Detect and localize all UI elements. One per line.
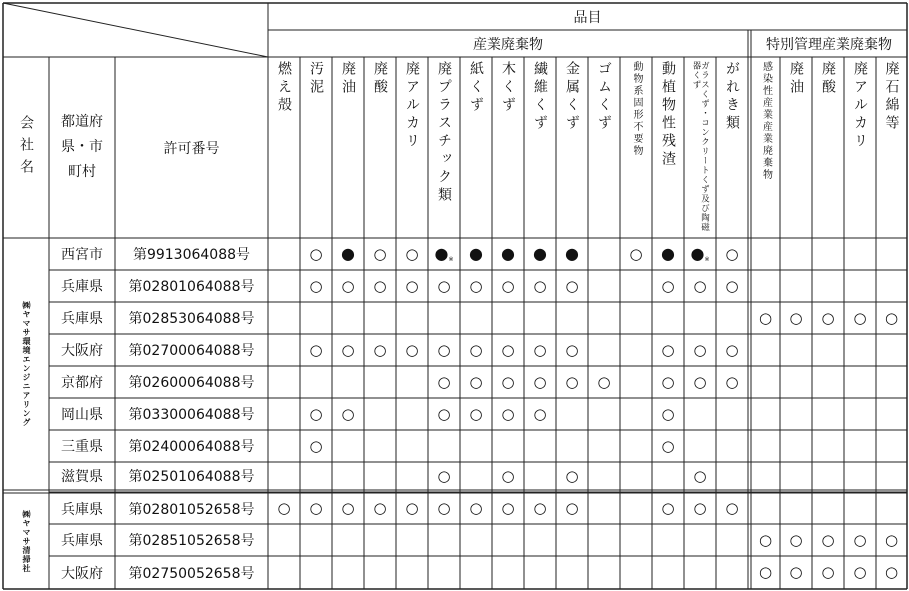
- open-circle-mark: ○: [277, 499, 291, 517]
- special-item-header: [751, 57, 780, 238]
- permit-number-cell-text: 第02801052658号: [128, 501, 255, 518]
- prefecture-cell-text: 大阪府: [61, 343, 103, 359]
- filled-circle-mark: ●: [501, 244, 515, 263]
- permit-number-cell-text: 第02700064088号: [128, 343, 255, 359]
- prefecture-cell-text: 兵庫県: [61, 279, 103, 295]
- open-circle-mark: ○: [437, 404, 451, 423]
- filled-circle-mark: ●: [533, 244, 547, 263]
- industrial-item-label: がれき類: [724, 61, 740, 133]
- open-circle-mark: ○: [437, 340, 451, 359]
- permit-mark: [556, 462, 588, 490]
- company-name-header: [3, 57, 49, 238]
- open-circle-mark: ○: [693, 276, 707, 295]
- permit-mark: [300, 270, 332, 302]
- open-circle-mark: ○: [405, 244, 419, 263]
- industrial-item-header: [588, 57, 620, 238]
- open-circle-mark: ○: [469, 276, 483, 295]
- permit-mark: [876, 556, 907, 589]
- open-circle-mark: ○: [341, 499, 355, 517]
- permit-mark: [652, 430, 684, 462]
- open-circle-mark: ○: [533, 499, 547, 517]
- industrial-item-label: 紙くず: [468, 61, 484, 115]
- permit-number-cell: [115, 398, 268, 430]
- permit-mark: [716, 334, 748, 366]
- prefecture-cell: [49, 493, 115, 524]
- special-item-label: 廃酸: [820, 61, 836, 97]
- open-circle-mark: ○: [437, 466, 451, 485]
- open-circle-mark: ○: [661, 436, 675, 455]
- industrial-item-header: [492, 57, 524, 238]
- permit-mark: [812, 524, 844, 556]
- open-circle-mark: ○: [789, 308, 803, 327]
- open-circle-mark: ○: [629, 244, 643, 263]
- open-circle-mark: ○: [501, 276, 515, 295]
- prefecture-cell-text: 岡山県: [61, 407, 103, 423]
- industrial-item-label: 燃え殻: [276, 61, 292, 115]
- prefecture-cell-text: 三重県: [61, 439, 103, 455]
- permit-mark: [556, 238, 588, 270]
- permit-mark: [556, 270, 588, 302]
- special-item-header: [780, 57, 812, 238]
- industrial-item-label: 廃アルカリ: [404, 61, 420, 151]
- open-circle-mark: ○: [533, 276, 547, 295]
- open-circle-mark: ○: [341, 340, 355, 359]
- permit-number-cell: [115, 462, 268, 490]
- permit-mark: [716, 493, 748, 524]
- permit-mark: [492, 462, 524, 490]
- category-header-text: 品目: [573, 9, 602, 26]
- company-name: ㈱ヤマサ環境エンジニアリング: [22, 301, 31, 427]
- open-circle-mark: ○: [661, 404, 675, 423]
- open-circle-mark: ○: [661, 340, 675, 359]
- permit-mark: [268, 493, 300, 524]
- prefecture-cell: [49, 366, 115, 398]
- industrial-item-label: 廃酸: [372, 61, 388, 97]
- open-circle-mark: ○: [405, 276, 419, 295]
- permit-number-cell-text: 第02750052658号: [128, 565, 255, 582]
- industrial-item-label: 廃油: [340, 61, 356, 97]
- permit-mark: [364, 334, 396, 366]
- permit-mark: [716, 238, 748, 270]
- open-circle-mark: ○: [501, 499, 515, 517]
- permit-mark: [812, 302, 844, 334]
- permit-mark: [524, 270, 556, 302]
- open-circle-mark: ○: [373, 244, 387, 263]
- open-circle-mark: ○: [661, 499, 675, 517]
- open-circle-mark: ○: [853, 563, 867, 581]
- category-header: [268, 3, 907, 30]
- permit-mark: [684, 366, 716, 398]
- open-circle-mark: ○: [309, 404, 323, 423]
- permit-mark: [460, 398, 492, 430]
- special-item-label: 廃石綿等: [883, 61, 900, 133]
- company-name-cell: [3, 493, 49, 589]
- permit-mark: [751, 302, 780, 334]
- permit-mark: [780, 302, 812, 334]
- industrial-item-header: [428, 57, 460, 238]
- open-circle-mark: ○: [693, 340, 707, 359]
- industrial-item-label: 廃プラスチック類: [436, 61, 452, 205]
- permit-number-header: [115, 57, 268, 238]
- open-circle-mark: ○: [309, 276, 323, 295]
- permit-mark: [492, 238, 524, 270]
- permit-mark: [492, 270, 524, 302]
- industrial-item-header: [396, 57, 428, 238]
- open-circle-mark: ○: [533, 340, 547, 359]
- permit-mark: [716, 366, 748, 398]
- permit-mark: [876, 302, 907, 334]
- permit-number-cell: [115, 524, 268, 556]
- industrial-item-header: [620, 57, 652, 238]
- permit-mark: [396, 493, 428, 524]
- open-circle-mark: ○: [661, 372, 675, 391]
- industrial-item-header: [652, 57, 684, 238]
- open-circle-mark: ○: [533, 372, 547, 391]
- open-circle-mark: ○: [884, 563, 899, 581]
- permit-mark: [460, 334, 492, 366]
- permit-number-cell: [115, 556, 268, 589]
- open-circle-mark: ○: [469, 499, 483, 517]
- open-circle-mark: ○: [853, 530, 867, 549]
- open-circle-mark: ○: [437, 372, 451, 391]
- open-circle-mark: ○: [725, 340, 739, 359]
- open-circle-mark: ○: [373, 499, 387, 517]
- filled-circle-mark: $●_※$: [434, 243, 454, 263]
- special-item-label: 廃アルカリ: [852, 61, 868, 151]
- open-circle-mark: ○: [725, 499, 739, 517]
- open-circle-mark: ○: [373, 340, 387, 359]
- permit-number-cell-text: 第02853064088号: [128, 311, 255, 327]
- permit-mark: [460, 493, 492, 524]
- permit-mark: [524, 334, 556, 366]
- permit-mark: [364, 238, 396, 270]
- note-mark: ※: [448, 255, 454, 263]
- permit-mark: [460, 270, 492, 302]
- open-circle-mark: ○: [533, 404, 547, 423]
- open-circle-mark: ○: [565, 499, 579, 517]
- open-circle-mark: ○: [501, 340, 515, 359]
- open-circle-mark: ○: [309, 340, 323, 359]
- note-mark: ※: [704, 255, 710, 263]
- permit-mark: [524, 238, 556, 270]
- prefecture-cell: [49, 556, 115, 589]
- permit-mark: [652, 238, 684, 270]
- open-circle-mark: ○: [693, 466, 707, 485]
- open-circle-mark: ○: [693, 372, 707, 391]
- open-circle-mark: ○: [758, 308, 773, 327]
- open-circle-mark: ○: [469, 404, 483, 423]
- permit-mark: [428, 398, 460, 430]
- permit-mark: [556, 334, 588, 366]
- industrial-item-header: [716, 57, 748, 238]
- permit-mark: [428, 462, 460, 490]
- permit-mark: [428, 334, 460, 366]
- permit-mark: [524, 366, 556, 398]
- permit-number-cell: [115, 302, 268, 334]
- permit-number-cell-text: 第9913064088号: [132, 247, 251, 263]
- permit-mark: [684, 238, 716, 270]
- permit-number-cell-text: 第02801064088号: [128, 279, 255, 295]
- filled-circle-mark: ●: [469, 244, 483, 263]
- prefecture-cell-text: 西宮市: [61, 247, 103, 263]
- industrial-item-header: [364, 57, 396, 238]
- permit-mark: [684, 462, 716, 490]
- permit-mark: [300, 334, 332, 366]
- industrial-item-label: 汚泥: [308, 61, 324, 97]
- prefecture-cell-text: 兵庫県: [61, 533, 103, 549]
- prefecture-cell-text: 京都府: [61, 375, 103, 391]
- permit-number-cell: [115, 430, 268, 462]
- industrial-item-label: 繊維くず: [532, 61, 548, 133]
- permit-mark: [524, 493, 556, 524]
- permit-mark: [300, 430, 332, 462]
- permit-mark: [428, 270, 460, 302]
- permit-mark: [364, 270, 396, 302]
- open-circle-mark: ○: [405, 340, 419, 359]
- prefecture-cell-text: 兵庫県: [61, 501, 103, 518]
- permit-mark: [428, 493, 460, 524]
- open-circle-mark: ○: [309, 499, 323, 517]
- industrial-waste-header: [268, 30, 748, 57]
- prefecture-cell: [49, 334, 115, 366]
- open-circle-mark: ○: [853, 308, 867, 327]
- special-waste-header: [751, 30, 907, 57]
- prefecture-header: [49, 57, 115, 238]
- industrial-item-header: [300, 57, 332, 238]
- open-circle-mark: ○: [725, 372, 739, 391]
- industrial-item-header: [332, 57, 364, 238]
- open-circle-mark: ○: [661, 276, 675, 295]
- open-circle-mark: ○: [437, 499, 451, 517]
- permit-mark: [652, 334, 684, 366]
- industrial-item-header: [524, 57, 556, 238]
- open-circle-mark: ○: [373, 276, 387, 295]
- filled-circle-mark: ●: [661, 244, 675, 263]
- permit-mark: [652, 398, 684, 430]
- filled-circle-mark: ●: [565, 244, 579, 263]
- prefecture-cell: [49, 398, 115, 430]
- permit-mark: [780, 524, 812, 556]
- industrial-item-header: [684, 57, 716, 238]
- permit-number-cell-text: 第03300064088号: [128, 407, 255, 423]
- open-circle-mark: ○: [309, 244, 323, 263]
- permit-mark: [844, 524, 876, 556]
- permit-mark: [588, 366, 620, 398]
- open-circle-mark: ○: [821, 308, 835, 327]
- permit-number-cell: [115, 270, 268, 302]
- open-circle-mark: ○: [565, 466, 579, 485]
- permit-mark: [684, 334, 716, 366]
- permit-mark: [332, 238, 364, 270]
- open-circle-mark: ○: [789, 530, 803, 549]
- company-name: ㈱ヤマサ清掃社: [22, 509, 31, 573]
- open-circle-mark: ○: [341, 276, 355, 295]
- permit-mark: [652, 270, 684, 302]
- permit-mark: [428, 366, 460, 398]
- open-circle-mark: ○: [309, 436, 323, 455]
- permit-mark: [620, 238, 652, 270]
- permit-mark: [428, 238, 460, 270]
- permit-mark: [300, 398, 332, 430]
- open-circle-mark: ○: [469, 372, 483, 391]
- prefecture-cell-text: 大阪府: [61, 565, 103, 582]
- permit-mark: [300, 238, 332, 270]
- open-circle-mark: ○: [501, 372, 515, 391]
- open-circle-mark: ○: [884, 530, 899, 549]
- permit-mark: [460, 238, 492, 270]
- permit-mark: [751, 556, 780, 589]
- prefecture-cell-text: 滋賀県: [61, 469, 103, 485]
- open-circle-mark: ○: [501, 466, 515, 485]
- company-name-header-text: 会社名: [18, 114, 34, 181]
- permit-mark: [492, 398, 524, 430]
- company-name-cell: [3, 238, 49, 490]
- open-circle-mark: ○: [821, 563, 835, 581]
- prefecture-cell: [49, 430, 115, 462]
- permit-number-cell: [115, 334, 268, 366]
- industrial-item-label: ゴムくず: [596, 61, 612, 133]
- permit-mark: [844, 556, 876, 589]
- permit-mark: [876, 524, 907, 556]
- prefecture-cell: [49, 238, 115, 270]
- prefecture-cell-text: 兵庫県: [61, 311, 103, 327]
- permit-number-cell: [115, 366, 268, 398]
- permit-mark: [332, 398, 364, 430]
- open-circle-mark: ○: [565, 372, 579, 391]
- permit-mark: [556, 493, 588, 524]
- special-item-label: 廃油: [788, 61, 804, 97]
- permit-mark: [332, 270, 364, 302]
- filled-circle-mark: $●_※$: [690, 243, 710, 263]
- permit-mark: [652, 366, 684, 398]
- open-circle-mark: ○: [758, 530, 773, 549]
- permit-number-cell-text: 第02600064088号: [128, 375, 255, 391]
- permit-mark: [492, 493, 524, 524]
- prefecture-cell: [49, 270, 115, 302]
- prefecture-cell: [49, 462, 115, 490]
- open-circle-mark: ○: [341, 404, 355, 423]
- permit-mark: [492, 366, 524, 398]
- open-circle-mark: ○: [565, 340, 579, 359]
- permit-mark: [812, 556, 844, 589]
- industrial-item-header: [460, 57, 492, 238]
- permit-mark: [684, 493, 716, 524]
- special-item-header: [812, 57, 844, 238]
- open-circle-mark: ○: [725, 276, 739, 295]
- industrial-item-label: 動物系固形不要物: [631, 61, 642, 157]
- open-circle-mark: ○: [437, 276, 451, 295]
- filled-circle-mark: ●: [341, 244, 355, 263]
- permit-mark: [780, 556, 812, 589]
- permit-mark: [492, 334, 524, 366]
- permit-number-cell-text: 第02501064088号: [128, 469, 255, 485]
- permit-number-cell-text: 第02400064088号: [128, 439, 255, 455]
- open-circle-mark: ○: [565, 276, 579, 295]
- industrial-waste-header-text: 産業廃棄物: [473, 36, 543, 53]
- open-circle-mark: ○: [405, 499, 419, 517]
- industrial-item-label: ガラスくず・コンクリートくず及び陶磁器くず: [691, 61, 710, 232]
- prefecture-cell: [49, 302, 115, 334]
- prefecture-cell: [49, 524, 115, 556]
- permit-mark: [751, 524, 780, 556]
- permit-mark: [364, 493, 396, 524]
- special-item-header: [876, 57, 907, 238]
- permit-mark: [332, 334, 364, 366]
- industrial-item-label: 金属くず: [564, 61, 580, 133]
- permit-mark: [300, 493, 332, 524]
- permit-number-cell-text: 第02851052658号: [128, 533, 255, 549]
- open-circle-mark: ○: [884, 308, 899, 327]
- special-item-header: [844, 57, 876, 238]
- special-waste-header-text: 特別管理産業廃棄物: [766, 36, 892, 53]
- permit-mark: [716, 270, 748, 302]
- permit-mark: [524, 398, 556, 430]
- permit-mark: [396, 238, 428, 270]
- open-circle-mark: ○: [758, 563, 773, 581]
- open-circle-mark: ○: [501, 404, 515, 423]
- special-item-label: 感染性産業産業廃棄物: [760, 61, 772, 181]
- open-circle-mark: ○: [789, 563, 803, 581]
- open-circle-mark: ○: [693, 499, 707, 517]
- permit-mark: [460, 366, 492, 398]
- prefecture-header-text: 都道府県・市町村: [61, 114, 103, 180]
- permit-number-cell: [115, 238, 268, 270]
- permit-mark: [652, 493, 684, 524]
- industrial-item-label: 木くず: [500, 61, 516, 115]
- permit-mark: [332, 493, 364, 524]
- open-circle-mark: ○: [725, 244, 739, 263]
- permit-mark: [396, 334, 428, 366]
- open-circle-mark: ○: [597, 372, 611, 391]
- open-circle-mark: ○: [469, 340, 483, 359]
- permit-number-header-text: 許可番号: [163, 140, 220, 157]
- open-circle-mark: ○: [821, 530, 835, 549]
- industrial-item-header: [556, 57, 588, 238]
- permit-number-cell: [115, 493, 268, 524]
- permit-mark: [556, 366, 588, 398]
- permit-mark: [844, 302, 876, 334]
- permit-mark: [396, 270, 428, 302]
- industrial-item-label: 動植物性残渣: [660, 61, 676, 169]
- industrial-item-header: [268, 57, 300, 238]
- permit-mark: [684, 270, 716, 302]
